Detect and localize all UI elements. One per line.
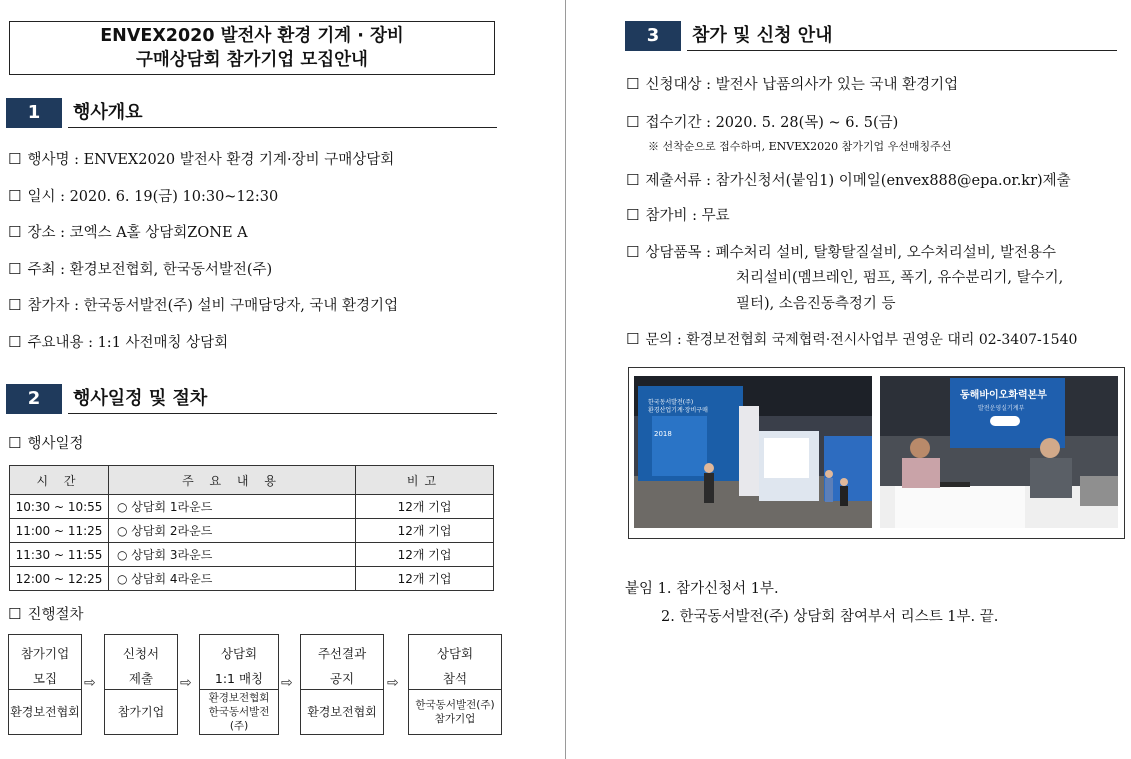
documents-item: ☐ 제출서류 : 참가신청서(붙임1) 이메일(envex888@epa.or.kr)제출 — [626, 171, 1071, 189]
section-1-rule — [68, 127, 497, 128]
section-2-title: 행사일정 및 절차 — [73, 388, 208, 409]
checkbox-icon: ☐ — [8, 187, 22, 205]
process-step-apply: 신청서 제출 참가기업 — [104, 634, 178, 735]
section-3-header — [625, 21, 1117, 53]
schedule-label: ☐ 행사일정 — [8, 434, 84, 452]
cell-note: 12개 기업 — [356, 567, 494, 591]
header-content: 주 요 내 용 — [109, 466, 356, 495]
products-item: ☐ 상담품목 : 폐수처리 설비, 탈황탈질설비, 오수처리설비, 발전용수 — [626, 243, 1057, 261]
cell-note: 12개 기업 — [356, 519, 494, 543]
section-2-header — [6, 384, 497, 416]
arrow-right-icon: ⇨ — [84, 675, 96, 691]
event-participants-item: ☐ 참가자 : 한국동서발전(주) 설비 구매담당자, 국내 환경기업 — [8, 296, 399, 314]
checkbox-icon: ☐ — [626, 75, 640, 93]
table-header-row — [10, 466, 494, 495]
arrow-right-icon: ⇨ — [387, 675, 399, 691]
attachment-2: 2. 한국동서발전(주) 상담회 참여부서 리스트 1부. 끝. — [661, 609, 999, 625]
section-2-rule — [68, 413, 497, 414]
header-time: 시 간 — [10, 466, 109, 495]
cell-time: 11:30 ~ 11:55 — [10, 543, 109, 567]
section-3-rule — [687, 50, 1117, 51]
checkbox-icon: ☐ — [8, 434, 22, 452]
process-step-notice: 주선결과 공지 환경보전협회 — [300, 634, 384, 735]
checkbox-icon: ☐ — [626, 171, 640, 189]
process-step-recruit: 참가기업 모집 환경보전협회 — [8, 634, 82, 735]
products-line-2: 처리설비(멤브레인, 펌프, 폭기, 유수분리기, 탈수기, — [736, 270, 1064, 286]
title-line-2: 구매상담회 참가기업 모집안내 — [136, 50, 368, 70]
period-item: ☐ 접수기간 : 2020. 5. 28(목) ~ 6. 5(금) — [626, 113, 899, 131]
section-3-title: 참가 및 신청 안내 — [692, 25, 833, 46]
page-divider — [565, 0, 566, 759]
document-title — [9, 21, 495, 75]
svg-text:한국동서발전(주): 한국동서발전(주) — [648, 399, 694, 406]
checkbox-icon: ☐ — [8, 260, 22, 278]
header-note: 비고 — [356, 466, 494, 495]
arrow-right-icon: ⇨ — [281, 675, 293, 691]
checkbox-icon: ☐ — [8, 150, 22, 168]
section-3-number: 3 — [625, 21, 681, 51]
svg-text:발전운영실기계부: 발전운영실기계부 — [978, 405, 1025, 412]
exhibition-booth-photo — [634, 376, 872, 528]
event-content-item: ☐ 주요내용 : 1:1 사전매칭 상담회 — [8, 333, 229, 351]
svg-text:2018: 2018 — [654, 430, 672, 438]
cell-content: ○ 상담회 2라운드 — [109, 519, 356, 543]
event-host-item: ☐ 주최 : 환경보전협회, 한국동서발전(주) — [8, 260, 273, 278]
target-item: ☐ 신청대상 : 발전사 납품의사가 있는 국내 환경기업 — [626, 75, 959, 93]
cell-content: ○ 상담회 3라운드 — [109, 543, 356, 567]
checkbox-icon: ☐ — [626, 206, 640, 224]
section-2-number: 2 — [6, 384, 62, 414]
cell-note: 12개 기업 — [356, 543, 494, 567]
table-row — [10, 567, 494, 591]
table-row — [10, 543, 494, 567]
schedule-table — [9, 465, 494, 591]
checkbox-icon: ☐ — [8, 333, 22, 351]
section-1-header — [6, 98, 497, 130]
cell-note: 12개 기업 — [356, 495, 494, 519]
arrow-right-icon: ⇨ — [180, 675, 192, 691]
checkbox-icon: ☐ — [626, 330, 640, 348]
checkbox-icon: ☐ — [8, 605, 22, 623]
title-line-1: ENVEX2020 발전사 환경 기계 · 장비 — [100, 26, 404, 46]
svg-text:동해바이오화력본부: 동해바이오화력본부 — [960, 390, 1047, 401]
process-step-matching: 상담회 1:1 매칭 환경보전협회 한국동서발전(주) — [199, 634, 279, 735]
cell-time: 10:30 ~ 10:55 — [10, 495, 109, 519]
cell-time: 12:00 ~ 12:25 — [10, 567, 109, 591]
table-row — [10, 519, 494, 543]
contact-item: ☐ 문의 : 환경보전협회 국제협력·전시사업부 권영운 대리 02-3407-1540 — [626, 330, 1078, 348]
period-note: ※ 선착순으로 접수하며, ENVEX2020 참가기업 우선매칭주선 — [648, 140, 952, 153]
event-venue-item: ☐ 장소 : 코엑스 A홀 상담회ZONE A — [8, 223, 248, 241]
attachment-1: 붙임 1. 참가신청서 1부. — [625, 581, 779, 597]
fee-item: ☐ 참가비 : 무료 — [626, 206, 730, 224]
checkbox-icon: ☐ — [626, 113, 640, 131]
process-step-attend: 상담회 참석 한국동서발전(주) 참가기업 — [408, 634, 502, 735]
photo-frame — [628, 367, 1125, 539]
event-date-item: ☐ 일시 : 2020. 6. 19(금) 10:30~12:30 — [8, 187, 279, 205]
table-row — [10, 495, 494, 519]
process-label: ☐ 진행절차 — [8, 605, 84, 623]
checkbox-icon: ☐ — [626, 243, 640, 261]
event-name-item: ☐ 행사명 : ENVEX2020 발전사 환경 기계·장비 구매상담회 — [8, 150, 395, 168]
products-line-3: 필터), 소음진동측정기 등 — [736, 296, 896, 312]
checkbox-icon: ☐ — [8, 296, 22, 314]
cell-content: ○ 상담회 4라운드 — [109, 567, 356, 591]
checkbox-icon: ☐ — [8, 223, 22, 241]
section-1-title: 행사개요 — [73, 102, 143, 123]
consultation-meeting-photo — [880, 376, 1118, 528]
cell-content: ○ 상담회 1라운드 — [109, 495, 356, 519]
cell-time: 11:00 ~ 11:25 — [10, 519, 109, 543]
section-1-number: 1 — [6, 98, 62, 128]
svg-text:환경산업기계·장비구매: 환경산업기계·장비구매 — [648, 407, 708, 414]
